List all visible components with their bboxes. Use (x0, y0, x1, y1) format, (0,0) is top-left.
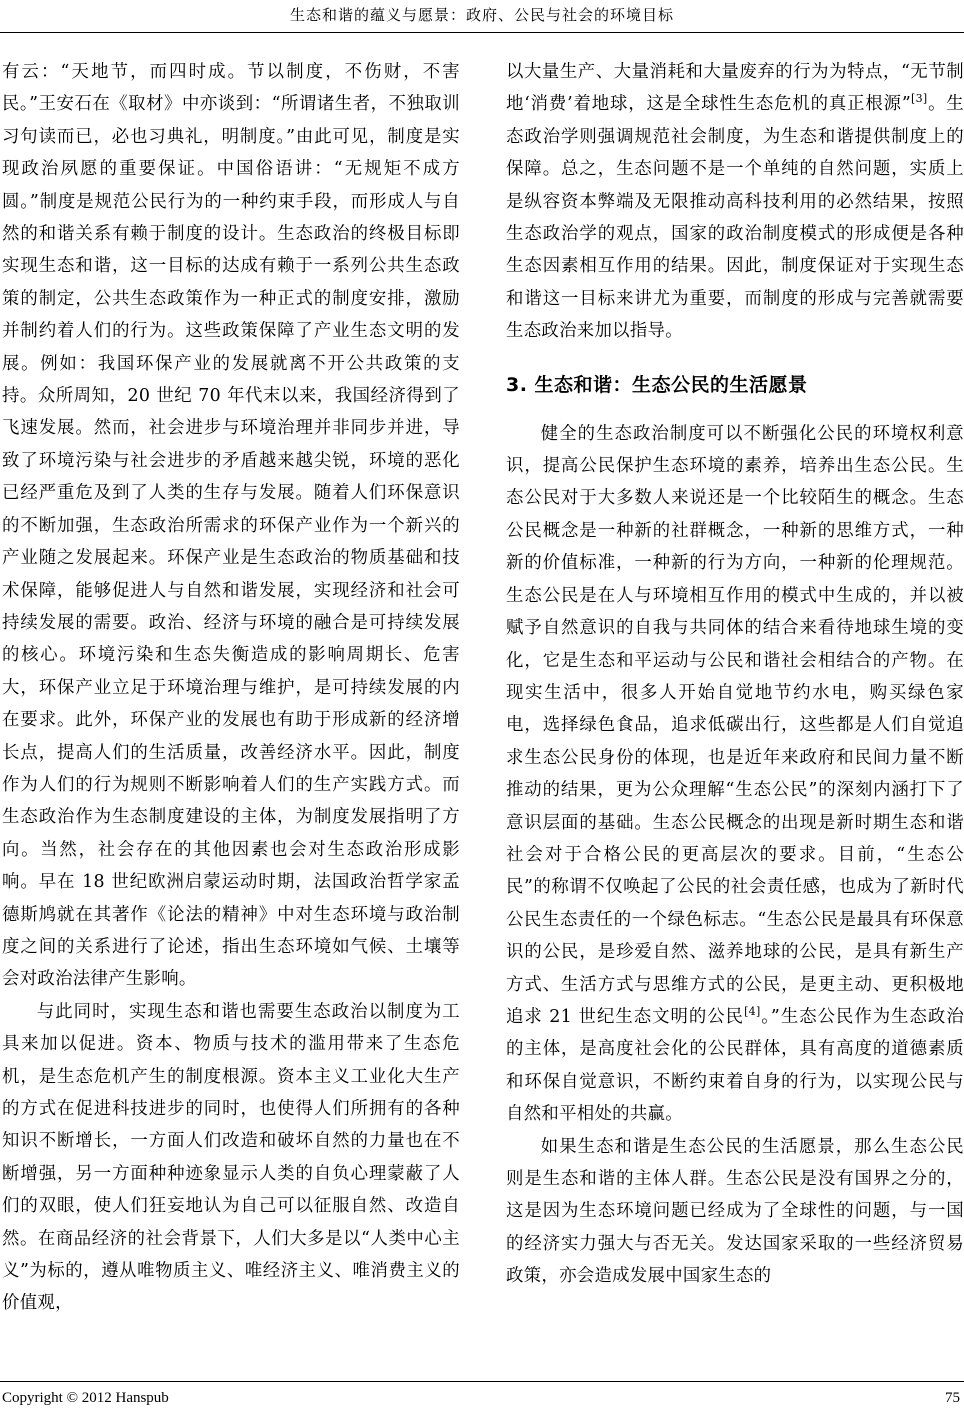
right-paragraph-2-text-a: 健全的生态政治制度可以不断强化公民的环境权利意识，提高公民保护生态环境的素养，培养出生态公民。生态公民对于大多数人来说还是一个比较陌生的概念。生态公民概念是一种新的社群概念，一种新的思维方式，一种新的价值标准，一种新的行为方向，一种新的伦理规范。生态公民是在人与环境相互作用的模式中生成的，并以被赋予自然意识的自我与共同体的结合来看待地球生境的变化，它是生态和平运动与公民和谐社会相结合的产物。在现实生活中，很多人开始自觉地节约水电，购买绿色家电，选择绿色食品，追求低碳出行，这些都是人们自觉追求生态公民身份的体现，也是近年来政府和民间力量不断推动的结果，更为公众理解“生态公民”的深刻内涵打下了意识层面的基础。生态公民概念的出现是新时期生态和谐社会对于合格公民的更高层次的要求。目前，“生态公民”的称谓不仅唤起了公民的社会责任感，也成为了新时代公民生态责任的一个绿色标志。“生态公民是最具有环保意识的公民，是珍爱自然、滋养地球的公民，是具有新生产方式、生活方式与思维方式的公民，是更主动、更积极地追求 21 世纪生态文明的公民 (506, 423, 964, 1027)
section-heading: 3. 生态和谐：生态公民的生活愿景 (506, 373, 808, 396)
page-number: 75 (945, 1390, 960, 1406)
copyright-notice: Copyright © 2012 Hanspub (2, 1390, 169, 1406)
citation-4: [4] (744, 1005, 761, 1019)
right-paragraph-1 (506, 56, 964, 348)
right-paragraph-2-text-b: 。”生态公民作为生态政治的主体，是高度社会化的公民群体，具有高度的道德素质和环保自觉意识，不断约束着自身的行为，以实现公民与自然和平相处的共赢。 (506, 1006, 964, 1125)
running-header: 生态和谐的蕴义与愿景：政府、公民与社会的环境目标 (289, 6, 674, 24)
footer-rule (0, 1381, 964, 1382)
right-paragraph-2 (506, 418, 964, 1131)
right-paragraph-1-text-a: 以大量生产、大量消耗和大量废弃的行为为特点，“无节制地‘消费’着地球，这是全球性生态危机的真正根源” (506, 62, 964, 115)
right-column (506, 56, 964, 1356)
left-paragraph-2: 与此同时，实现生态和谐也需要生态政治以制度为工具来加以促进。资本、物质与技术的滥用带来了生态危机，是生态危机产生的制度根源。资本主义工业化大生产的方式在促进科技进步的同时，也使得人们所拥有的各种知识不断增长，一方面人们改造和破坏自然的力量也在不断增强，另一方面种种迹象显示人类的自负心理蒙蔽了人们的双眼，使人们狂妄地认为自己可以征服自然、改造自然。在商品经济的社会背景下，人们大多是以“人类中心主义”为标的，遵从唯物质主义、唯经济主义、唯消费主义的价值观， (2, 1001, 460, 1314)
left-column (2, 56, 460, 1356)
right-paragraph-1-text-b: 。生态政治学则强调规范社会制度，为生态和谐提供制度上的保障。总之，生态问题不是一个单纯的自然问题，实质上是纵容资本弊端及无限推动高科技利用的必然结果，按照生态政治学的观点，国家的政治制度模式的形成便是各种生态因素相互作用的结果。因此，制度保证对于实现生态和谐这一目标来讲尤为重要，而制度的形成与完善就需要生态政治来加以指导。 (506, 94, 964, 342)
right-paragraph-3: 如果生态和谐是生态公民的生活愿景，那么生态公民则是生态和谐的主体人群。生态公民是没有国界之分的，这是因为生态环境问题已经成为了全球性的问题，与一国的经济实力强大与否无关。发达国家采取的一些经济贸易政策，亦会造成发展中国家生态的 (506, 1136, 964, 1287)
left-paragraph-1: 有云：“天地节，而四时成。节以制度，不伤财，不害民。”王安石在《取材》中亦谈到：“所谓诸生者，不独取训习句读而已，必也习典礼，明制度。”由此可见，制度是实现政治夙愿的重要保证。中国俗语讲：“无规矩不成方圆。”制度是规范公民行为的一种约束手段，而形成人与自然的和谐关系有赖于制度的设计。生态政治的终极目标即实现生态和谐，这一目标的达成有赖于一系列公共生态政策的制定，公共生态政策作为一种正式的制度安排，激励并制约着人们的行为。这些政策保障了产业生态文明的发展。例如：我国环保产业的发展就离不开公共政策的支持。众所周知，20 世纪 70 年代末以来，我国经济得到了飞速发展。然而，社会进步与环境治理并非同步并进，导致了环境污染与社会进步的矛盾越来越尖锐，环境的恶化已经严重危及到了人类的生存与发展。随着人们环保意识的不断加强，生态政治所需求的环保产业作为一个新兴的产业随之发展起来。环保产业是生态政治的物质基础和技术保障，能够促进人与自然和谐发展，实现经济和社会可持续发展的需要。政治、经济与环境的融合是可持续发展的核心。环境污染和生态失衡造成的影响周期长、危害大，环保产业立足于环境治理与维护，是可持续发展的内在要求。此外，环保产业的发展也有助于形成新的经济增长点，提高人们的生活质量，改善经济水平。因此，制度作为人们的行为规则不断影响着人们的生产实践方式。而生态政治作为生态制度建设的主体，为制度发展指明了方向。当然，社会存在的其他因素也会对生态政治形成影响。早在 18 世纪欧洲启蒙运动时期，法国政治哲学家孟德斯鸠就在其著作《论法的精神》中对生态环境与政治制度之间的关系进行了论述，指出生态环境如气候、土壤等会对政治法律产生影响。 (2, 62, 460, 990)
header-rule (0, 32, 964, 33)
citation-3: [3] (911, 92, 928, 106)
